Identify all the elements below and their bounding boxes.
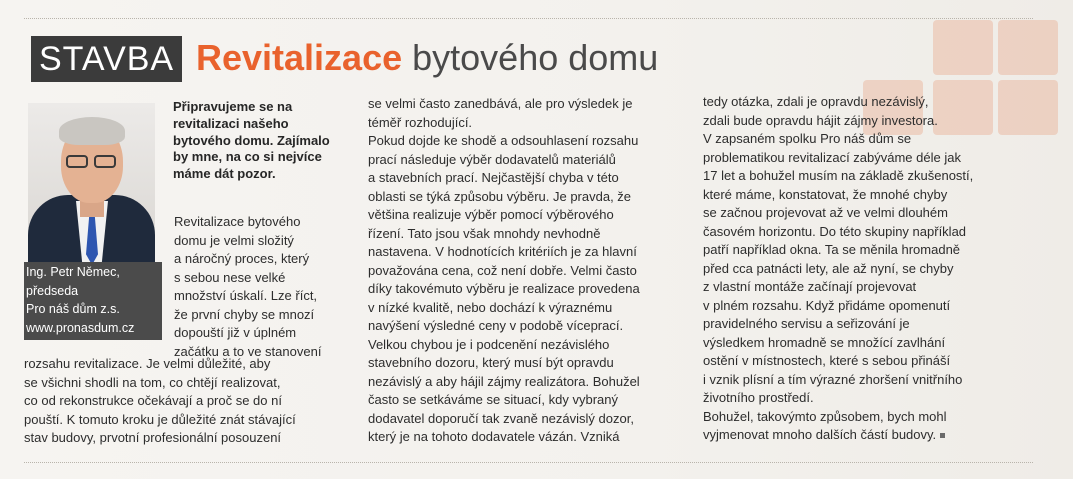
text-line: domu je velmi složitý <box>174 232 294 248</box>
text-line: zdali bude opravdu hájit zájmy investora. <box>703 112 938 128</box>
text-line: se začnou projevovat až ve velmi dlouhém <box>703 205 948 220</box>
headline-strong: Revitalizace <box>196 37 403 78</box>
top-divider <box>24 18 1033 19</box>
text-line: Pokud dojde ke shodě a odsouhlasení rozsahu <box>368 133 639 148</box>
caption-website: www.pronasdum.cz <box>26 320 135 335</box>
headline <box>196 34 658 82</box>
text-line: životního prostředí. <box>703 390 814 405</box>
bottom-divider <box>24 462 1033 463</box>
text-line: pravidelného servisu a seřizování je <box>703 316 910 331</box>
text-line: i vznik plísní a tím výrazné zhoršení vnitřního <box>703 371 963 387</box>
text-line: začátku a to ve stanovení <box>174 343 322 359</box>
text-line: problematikou revitalizací zabýváme déle jak <box>703 149 961 165</box>
text-line: že první chyby se mnozí <box>174 306 315 322</box>
text-line: Revitalizace bytového <box>174 214 301 229</box>
text-line: v plném rozsahu. Když přidáme opomenutí <box>703 297 951 313</box>
column-1-top <box>174 213 321 361</box>
text-line: téměř rozhodující. <box>368 114 473 130</box>
reader-question <box>173 99 353 183</box>
text-line: patří například okna. Ta se měnila hromadně <box>703 242 961 257</box>
text-line: před cca patnácti lety, ale až nyní, se chyby <box>703 260 954 276</box>
text-line-content: vyjmenovat mnoho dalších částí budovy. <box>703 427 937 442</box>
text-line: které máme, konstatovat, že mnohé chyby <box>703 186 948 202</box>
question-line: by mne, na co si nejvíce <box>173 149 322 165</box>
text-line: se všichni shodli na tom, co chtějí realizovat, <box>24 374 281 390</box>
text-line: rozsahu revitalizace. Je velmi důležité, aby <box>24 356 271 371</box>
text-line: ostění v místnostech, které s sebou přináší <box>703 353 951 368</box>
end-of-article-icon <box>940 433 945 438</box>
text-line: dopouští již v úplném <box>174 325 297 340</box>
question-line: revitalizaci našeho <box>173 115 289 131</box>
text-line: který je na tohoto dodavatele vázán. Vzniká <box>368 429 620 444</box>
text-line: se velmi často zanedbává, ale pro výsledek je <box>368 96 633 111</box>
text-line: díky takovémuto výběru je realizace provedena <box>368 281 640 296</box>
text-line: V zapsaném spolku Pro náš dům se <box>703 131 912 146</box>
question-line: bytového domu. Zajímalo <box>173 132 330 148</box>
text-line: co od rekonstrukce očekávají a proč se do ní <box>24 393 282 408</box>
headline-light: bytového domu <box>412 37 659 78</box>
text-line: výsledkem hromadně se množící zavlhání <box>703 334 946 350</box>
column-1-bottom <box>24 355 296 448</box>
text-line: stav budovy, prvotní profesionální posouzení <box>24 430 282 445</box>
text-line: stavebního dozoru, který musí být opravdu <box>368 355 614 370</box>
text-line: navýšení výsledné ceny v podobě víceprací. <box>368 318 624 333</box>
text-line: časovém horizontu. Do této skupiny například <box>703 223 967 239</box>
caption-role: předseda <box>26 283 79 298</box>
text-line: prací následuje výběr dodavatelů materiálů <box>368 151 616 167</box>
author-caption <box>24 262 162 340</box>
text-line: oblasti se týká způsobu výběru. Je pravda, že <box>368 188 632 204</box>
text-line: často se setkáváme se situací, kdy vybraný <box>368 392 618 407</box>
author-photo <box>28 103 155 265</box>
text-line: tedy otázka, zdali je opravdu nezávislý, <box>703 94 929 109</box>
section-label: STAVBA <box>31 36 182 82</box>
text-line: Velkou chybou je i podcenění nezávislého <box>368 336 610 352</box>
column-2 <box>368 95 640 447</box>
text-line: v nízké kvalitě, nebo dochází k výraznému <box>368 299 613 315</box>
text-line: a náročný proces, který <box>174 251 310 266</box>
text-line: množství úskalí. Lze říct, <box>174 288 318 303</box>
caption-name: Ing. Petr Němec, <box>26 265 120 279</box>
question-line: Připravujeme se na <box>173 99 293 114</box>
text-line: nezávislý a aby hájil zájmy realizátora. Bohužel <box>368 373 640 389</box>
text-line: s sebou nese velké <box>174 269 286 285</box>
caption-organization: Pro náš dům z.s. <box>26 302 120 316</box>
text-line: Bohužel, takovýmto způsobem, bych mohl <box>703 408 947 424</box>
text-line: většina realizuje výběr pomocí výběrového <box>368 207 614 222</box>
text-line: dodavatel doporučí tak zvaně nezávislý dozor, <box>368 410 634 426</box>
text-line: nastavena. V hodnotících kritériích je za hlavní <box>368 244 637 259</box>
text-line: 17 let a bohužel musím na základě zkušeností, <box>703 168 974 183</box>
question-line: máme dát pozor. <box>173 166 276 182</box>
text-line: řízení. Tato jsou však mnohdy nevhodně <box>368 225 601 241</box>
column-3 <box>703 93 973 445</box>
text-line: z vlastní montáže začínají projevovat <box>703 279 917 294</box>
text-line: pouští. K tomuto kroku je důležité znát stávající <box>24 411 296 427</box>
text-line: a stavebních prací. Nejčastější chyba v této <box>368 170 619 185</box>
text-line <box>703 426 973 445</box>
text-line: považována cena, což není dobře. Velmi často <box>368 262 637 278</box>
